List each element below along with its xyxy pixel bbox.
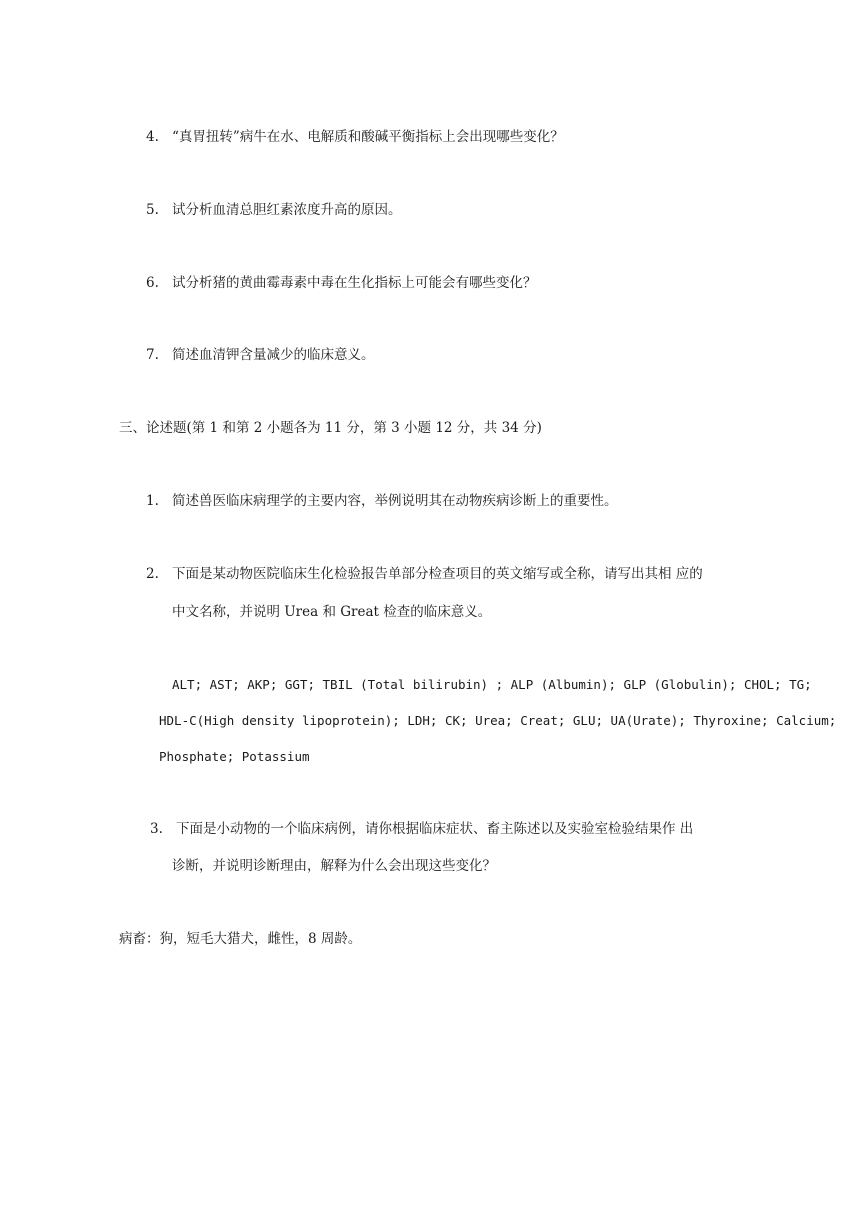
essay-question-2 [146, 565, 703, 583]
question-number: 3. [150, 821, 163, 837]
question-text: 简述兽医临床病理学的主要内容，举例说明其在动物疾病诊断上的重要性。 [172, 493, 618, 509]
lab-items-line: HDL-C(High density lipoprotein); LDH; CK; Urea; Creat; GLU; UA(Urate); Thyroxine; Calcium; [159, 713, 837, 728]
question-7 [146, 346, 375, 364]
question-text: “真胃扭转”病牛在水、电解质和酸碱平衡指标上会出现哪些变化？ [172, 129, 564, 145]
question-text-continued: 诊断，并说明诊断理由，解释为什么会出现这些变化？ [172, 858, 496, 874]
question-text: 试分析血清总胆红素浓度升高的原因。 [172, 202, 402, 218]
question-number: 7. [146, 347, 159, 363]
question-number: 5. [146, 202, 159, 218]
question-number: 2. [146, 566, 159, 582]
question-5 [146, 201, 402, 219]
section-heading: 三、论述题(第 1 和第 2 小题各为 11 分，第 3 小题 12 分，共 34 分) [119, 420, 542, 436]
essay-question-3 [150, 820, 693, 838]
question-text-continued: 中文名称，并说明 Urea 和 Great 检查的临床意义。 [172, 604, 492, 620]
question-4 [146, 128, 564, 146]
lab-items-line: Phosphate; Potassium [159, 749, 310, 764]
essay-question-1 [146, 492, 618, 510]
case-description: 病畜：狗，短毛大猎犬，雌性，8 周龄。 [119, 931, 362, 947]
lab-items-line: ALT; AST; AKP; GGT; TBIL (Total bilirubin) ; ALP (Albumin); GLP (Globulin); CHOL; TG; [172, 677, 812, 692]
question-number: 1. [146, 493, 159, 509]
question-text: 下面是某动物医院临床生化检验报告单部分检查项目的英文缩写或全称，请写出其相 应的 [172, 566, 703, 582]
question-6 [146, 274, 537, 292]
question-number: 6. [146, 275, 159, 291]
question-text: 简述血清钾含量减少的临床意义。 [172, 347, 375, 363]
question-text: 下面是小动物的一个临床病例，请你根据临床症状、畜主陈述以及实验室检验结果作 出 [176, 821, 694, 837]
question-number: 4. [146, 129, 159, 145]
question-text: 试分析猪的黄曲霉毒素中毒在生化指标上可能会有哪些变化？ [172, 275, 537, 291]
